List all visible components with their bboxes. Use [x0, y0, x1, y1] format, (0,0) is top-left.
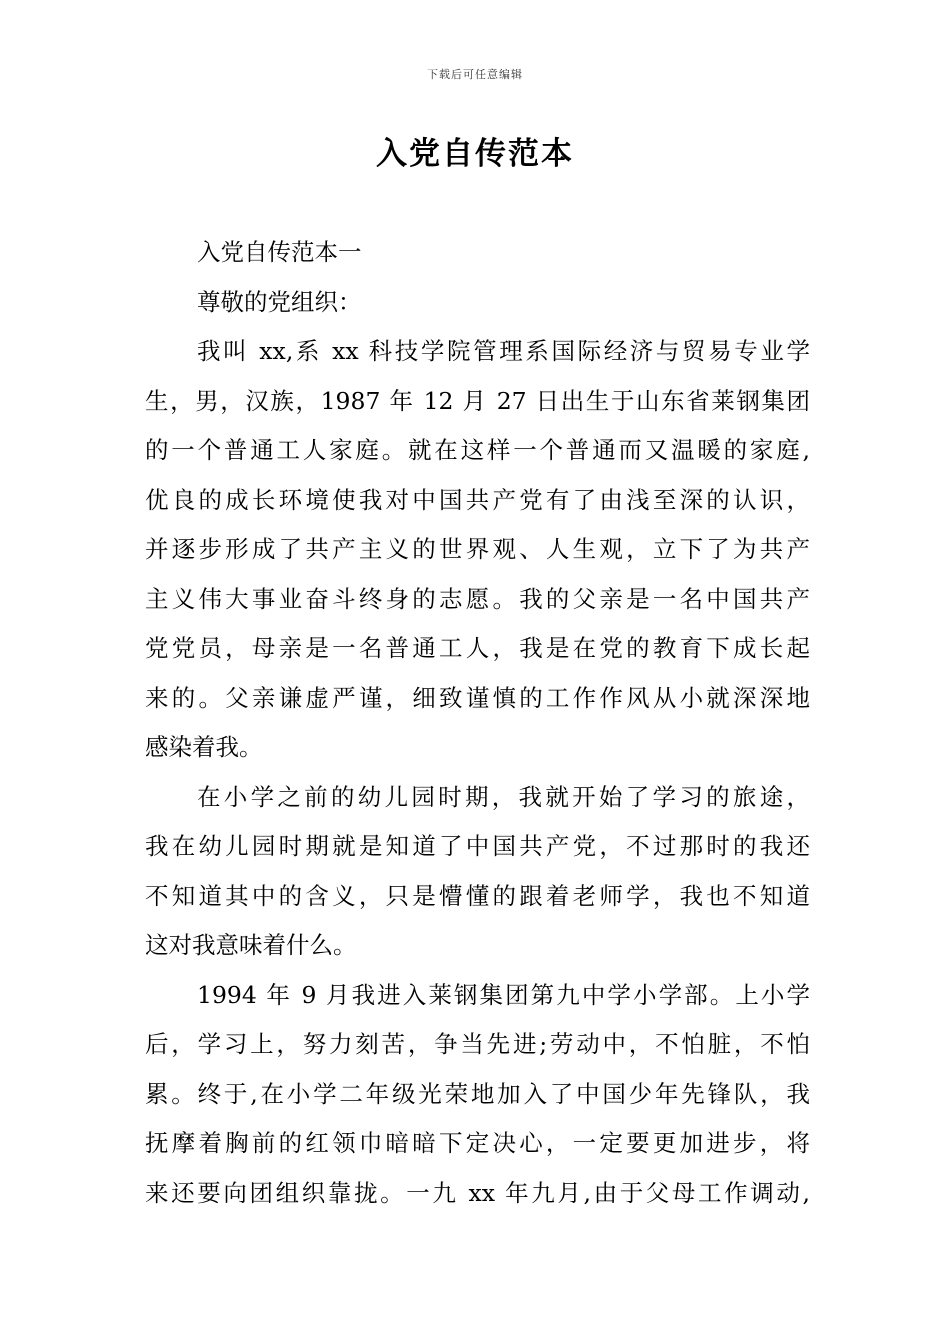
text-line: 优良的成长环境使我对中国共产党有了由浅至深的认识，	[145, 485, 810, 514]
text-line: 后，学习上，努力刻苦，争当先进;劳动中，不怕脏，不怕	[145, 1030, 810, 1058]
text-line: 入党自传范本一	[197, 238, 362, 266]
text-line: 这对我意味着什么。	[145, 931, 357, 959]
text-line: 来还要向团组织靠拢。一九 xx 年九月,由于父母工作调动,	[145, 1178, 810, 1207]
text-line: 1994 年 9 月我进入莱钢集团第九中学小学部。上小学	[197, 980, 810, 1009]
text-line: 我叫 xx,系 xx 科技学院管理系国际经济与贸易专业学	[197, 337, 810, 365]
text-line: 尊敬的党组织：	[197, 287, 362, 316]
text-line: 的一个普通工人家庭。就在这样一个普通而又温暖的家庭,	[145, 436, 810, 464]
text-line: 来的。父亲谦虚严谨，细致谨慎的工作作风从小就深深地	[145, 683, 810, 712]
text-line: 并逐步形成了共产主义的世界观、人生观，立下了为共产	[145, 535, 810, 563]
text-line: 抚摩着胸前的红领巾暗暗下定决心，一定要更加进步，将	[145, 1129, 810, 1157]
text-line: 我在幼儿园时期就是知道了中国共产党，不过那时的我还	[145, 832, 810, 860]
text-line: 生，男，汉族，1987 年 12 月 27 日出生于山东省莱钢集团	[145, 386, 810, 415]
text-line: 不知道其中的含义，只是懵懂的跟着老师学，我也不知道	[145, 881, 810, 910]
document-title: 入党自传范本	[376, 136, 574, 172]
text-line: 在小学之前的幼儿园时期，我就开始了学习的旅途，	[197, 782, 810, 811]
text-line: 主义伟大事业奋斗终身的志愿。我的父亲是一名中国共产	[145, 584, 810, 613]
body-text	[145, 228, 810, 1218]
text-line: 累。终于,在小学二年级光荣地加入了中国少年先锋队，我	[145, 1079, 810, 1108]
text-line: 党党员，母亲是一名普通工人，我是在党的教育下成长起	[145, 634, 810, 662]
header-note: 下载后可任意编辑	[427, 68, 523, 81]
text-line: 感染着我。	[145, 733, 263, 761]
